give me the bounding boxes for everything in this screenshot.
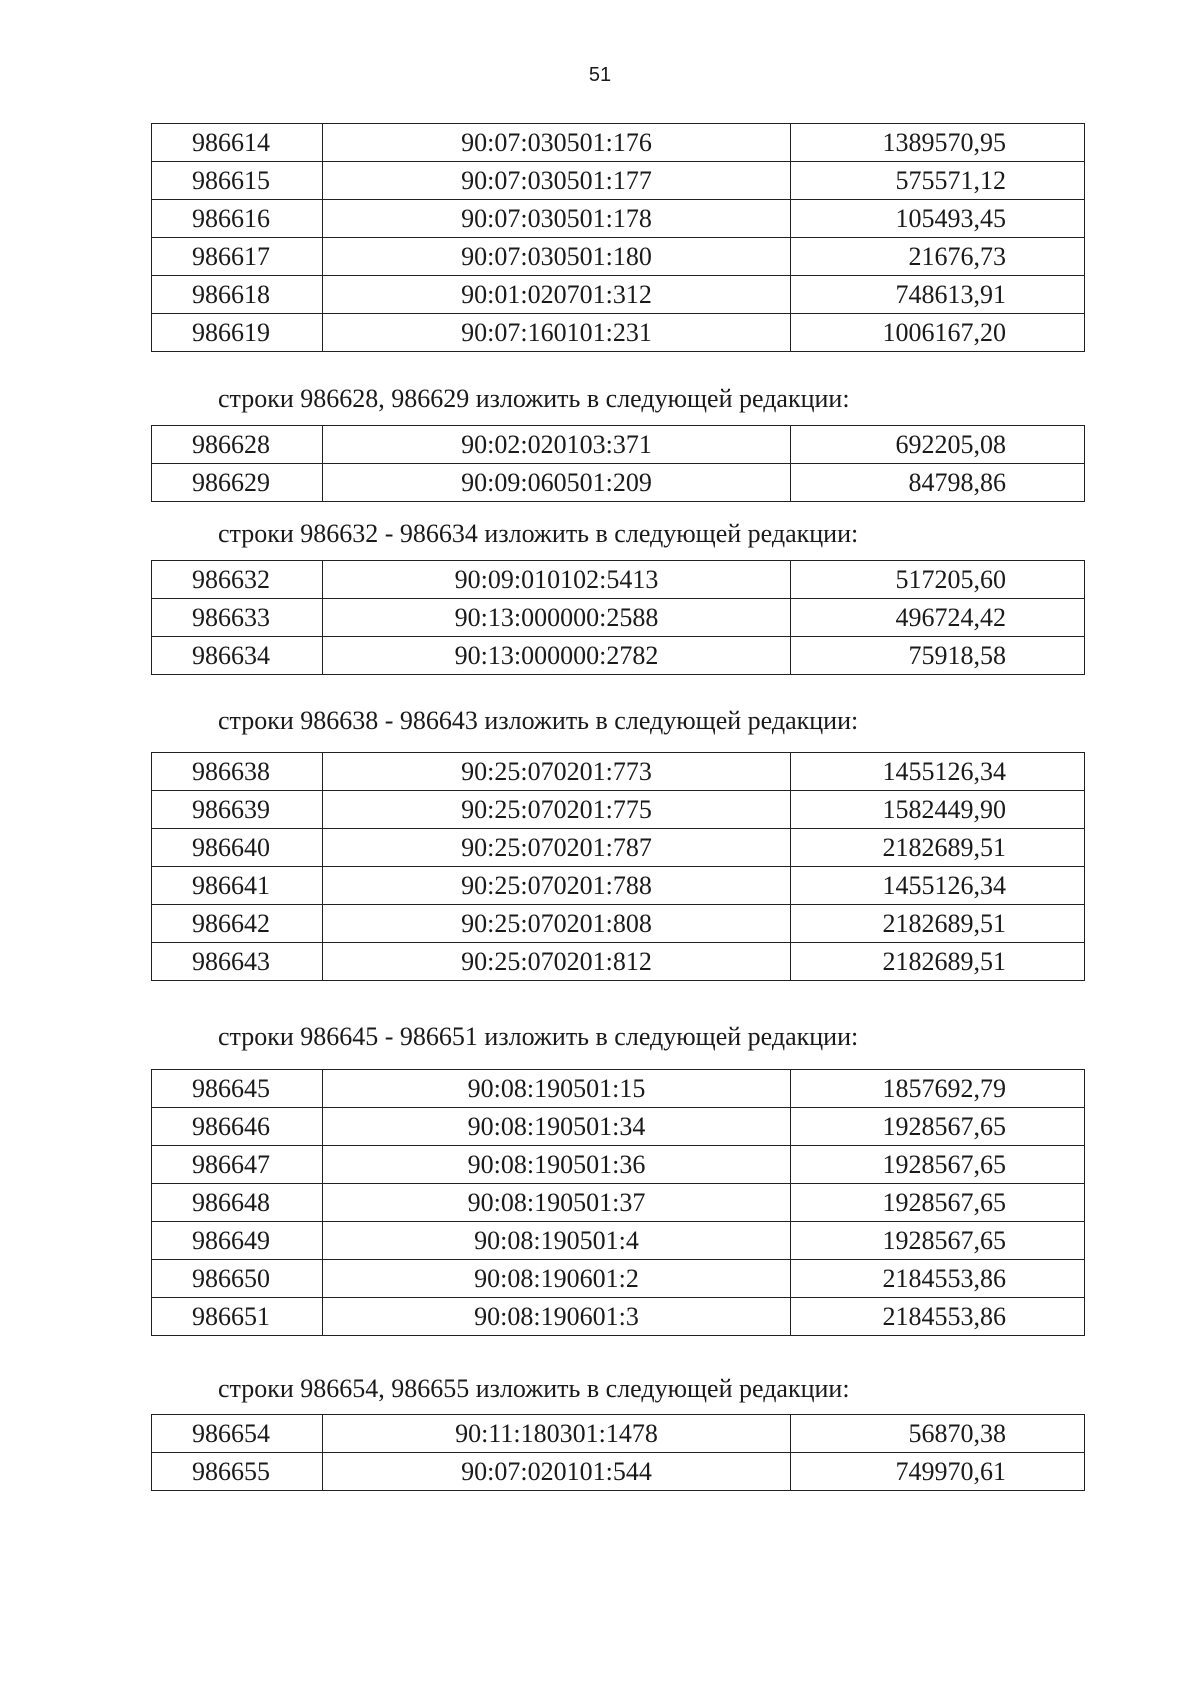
section-intro: строки 986638 - 986643 изложить в следующей редакции:	[218, 706, 859, 735]
cadastral-number: 90:07:030501:178	[323, 200, 791, 238]
table-row	[152, 162, 1085, 200]
cadastral-number: 90:07:030501:180	[323, 238, 791, 276]
row-number: 986639	[152, 791, 323, 829]
table-row	[152, 829, 1085, 867]
value-cell: 21676,73	[791, 238, 1085, 276]
table-row	[152, 426, 1085, 464]
row-number: 986641	[152, 867, 323, 905]
section-intro: строки 986628, 986629 изложить в следующей редакции:	[218, 384, 850, 413]
row-number: 986648	[152, 1184, 323, 1222]
cadastral-number: 90:25:070201:775	[323, 791, 791, 829]
row-number: 986643	[152, 943, 323, 981]
value-cell: 1928567,65	[791, 1146, 1085, 1184]
table-row	[152, 124, 1085, 162]
value-cell: 2182689,51	[791, 943, 1085, 981]
value-cell: 1389570,95	[791, 124, 1085, 162]
row-number: 986634	[152, 637, 323, 675]
data-table-0	[151, 123, 1085, 352]
row-number: 986650	[152, 1260, 323, 1298]
row-number: 986647	[152, 1146, 323, 1184]
value-cell: 1582449,90	[791, 791, 1085, 829]
value-cell: 105493,45	[791, 200, 1085, 238]
cadastral-number: 90:07:030501:176	[323, 124, 791, 162]
value-cell: 748613,91	[791, 276, 1085, 314]
data-table-2	[151, 560, 1085, 675]
row-number: 986640	[152, 829, 323, 867]
row-number: 986649	[152, 1222, 323, 1260]
table-row	[152, 791, 1085, 829]
table-row	[152, 1184, 1085, 1222]
table-row	[152, 561, 1085, 599]
table-row	[152, 943, 1085, 981]
row-number: 986628	[152, 426, 323, 464]
cadastral-number: 90:09:010102:5413	[323, 561, 791, 599]
cadastral-number: 90:25:070201:808	[323, 905, 791, 943]
cadastral-number: 90:08:190601:3	[323, 1298, 791, 1336]
cadastral-number: 90:08:190501:15	[323, 1070, 791, 1108]
table-row	[152, 1146, 1085, 1184]
row-number: 986638	[152, 753, 323, 791]
cadastral-number: 90:25:070201:787	[323, 829, 791, 867]
section-intro: строки 986654, 986655 изложить в следующей редакции:	[218, 1374, 850, 1403]
cadastral-number: 90:08:190501:36	[323, 1146, 791, 1184]
table-row	[152, 867, 1085, 905]
value-cell: 2182689,51	[791, 905, 1085, 943]
table-row	[152, 1222, 1085, 1260]
table-row	[152, 1108, 1085, 1146]
table-row	[152, 200, 1085, 238]
row-number: 986615	[152, 162, 323, 200]
value-cell: 84798,86	[791, 464, 1085, 502]
cadastral-number: 90:07:030501:177	[323, 162, 791, 200]
row-number: 986629	[152, 464, 323, 502]
cadastral-number: 90:11:180301:1478	[323, 1415, 791, 1453]
cadastral-number: 90:08:190501:34	[323, 1108, 791, 1146]
page-number: 51	[588, 64, 612, 86]
value-cell: 75918,58	[791, 637, 1085, 675]
cadastral-number: 90:13:000000:2782	[323, 637, 791, 675]
row-number: 986645	[152, 1070, 323, 1108]
value-cell: 692205,08	[791, 426, 1085, 464]
table-row	[152, 276, 1085, 314]
table-row	[152, 1415, 1085, 1453]
value-cell: 1928567,65	[791, 1184, 1085, 1222]
cadastral-number: 90:25:070201:773	[323, 753, 791, 791]
data-table-4	[151, 1069, 1085, 1336]
table-row	[152, 1453, 1085, 1491]
value-cell: 1857692,79	[791, 1070, 1085, 1108]
cadastral-number: 90:09:060501:209	[323, 464, 791, 502]
row-number: 986642	[152, 905, 323, 943]
row-number: 986632	[152, 561, 323, 599]
value-cell: 517205,60	[791, 561, 1085, 599]
row-number: 986646	[152, 1108, 323, 1146]
cadastral-number: 90:08:190601:2	[323, 1260, 791, 1298]
table-row	[152, 637, 1085, 675]
row-number: 986655	[152, 1453, 323, 1491]
table-row	[152, 1298, 1085, 1336]
cadastral-number: 90:08:190501:37	[323, 1184, 791, 1222]
table-row	[152, 464, 1085, 502]
row-number: 986618	[152, 276, 323, 314]
value-cell: 1006167,20	[791, 314, 1085, 352]
section-intro: строки 986632 - 986634 изложить в следующей редакции:	[218, 519, 859, 548]
value-cell: 2184553,86	[791, 1260, 1085, 1298]
table-row	[152, 1070, 1085, 1108]
table-row	[152, 314, 1085, 352]
cadastral-number: 90:02:020103:371	[323, 426, 791, 464]
value-cell: 2182689,51	[791, 829, 1085, 867]
value-cell: 1455126,34	[791, 867, 1085, 905]
row-number: 986617	[152, 238, 323, 276]
section-intro: строки 986645 - 986651 изложить в следующей редакции:	[218, 1022, 859, 1051]
value-cell: 1928567,65	[791, 1222, 1085, 1260]
table-row	[152, 753, 1085, 791]
value-cell: 1455126,34	[791, 753, 1085, 791]
table-row	[152, 238, 1085, 276]
cadastral-number: 90:25:070201:788	[323, 867, 791, 905]
value-cell: 575571,12	[791, 162, 1085, 200]
row-number: 986619	[152, 314, 323, 352]
row-number: 986633	[152, 599, 323, 637]
cadastral-number: 90:08:190501:4	[323, 1222, 791, 1260]
data-table-1	[151, 425, 1085, 502]
value-cell: 56870,38	[791, 1415, 1085, 1453]
value-cell: 1928567,65	[791, 1108, 1085, 1146]
row-number: 986614	[152, 124, 323, 162]
cadastral-number: 90:07:160101:231	[323, 314, 791, 352]
table-row	[152, 905, 1085, 943]
cadastral-number: 90:07:020101:544	[323, 1453, 791, 1491]
cadastral-number: 90:13:000000:2588	[323, 599, 791, 637]
table-row	[152, 1260, 1085, 1298]
cadastral-number: 90:01:020701:312	[323, 276, 791, 314]
row-number: 986616	[152, 200, 323, 238]
table-row	[152, 599, 1085, 637]
cadastral-number: 90:25:070201:812	[323, 943, 791, 981]
value-cell: 2184553,86	[791, 1298, 1085, 1336]
value-cell: 496724,42	[791, 599, 1085, 637]
data-table-3	[151, 752, 1085, 981]
row-number: 986654	[152, 1415, 323, 1453]
row-number: 986651	[152, 1298, 323, 1336]
data-table-5	[151, 1414, 1085, 1491]
value-cell: 749970,61	[791, 1453, 1085, 1491]
